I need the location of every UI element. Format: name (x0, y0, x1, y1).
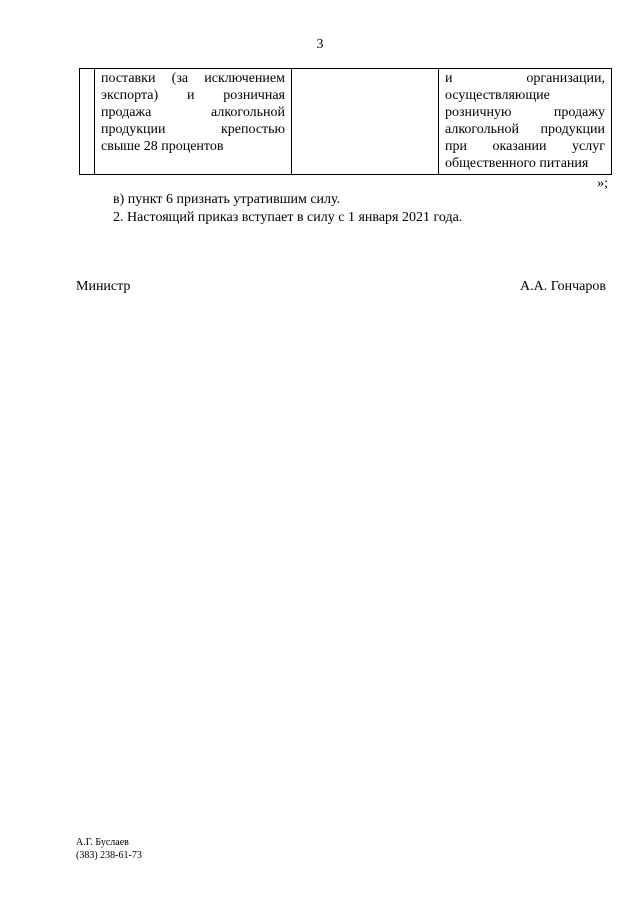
table-cell-activity (95, 69, 292, 175)
cell-line: поставки (за исключением (101, 71, 285, 86)
executor-name: А.Г. Буслаев (76, 837, 129, 848)
signature-role: Министр (76, 279, 131, 294)
cell-line: алкогольной продукции (445, 122, 605, 137)
cell-line: экспорта) и розничная (101, 88, 285, 103)
table-row (80, 69, 612, 175)
cell-line: розничную продажу (445, 105, 605, 120)
paragraph-effective-date: 2. Настоящий приказ вступает в силу с 1 января 2021 года. (113, 210, 463, 225)
table-cell-empty-middle (292, 69, 439, 175)
page-number: 3 (316, 37, 324, 52)
cell-line: свыше 28 процентов (101, 139, 224, 154)
table-cell-empty-number (80, 69, 95, 175)
cell-line: продажа алкогольной (101, 105, 285, 120)
cell-line: и организации, (445, 71, 605, 86)
paragraph-invalidate-clause: в) пункт 6 признать утратившим силу. (113, 192, 341, 207)
cell-line: при оказании услуг (445, 139, 605, 154)
table-cell-organizations (439, 69, 612, 175)
executor-block (76, 836, 142, 862)
cell-line: продукции крепостью (101, 122, 285, 137)
signature-name: А.А. Гончаров (520, 279, 606, 294)
cell-line: общественного питания (445, 156, 589, 171)
executor-phone: (383) 238-61-73 (76, 850, 142, 861)
order-table (79, 68, 612, 175)
closing-quote: »; (597, 176, 608, 191)
cell-line: осуществляющие (445, 88, 550, 103)
